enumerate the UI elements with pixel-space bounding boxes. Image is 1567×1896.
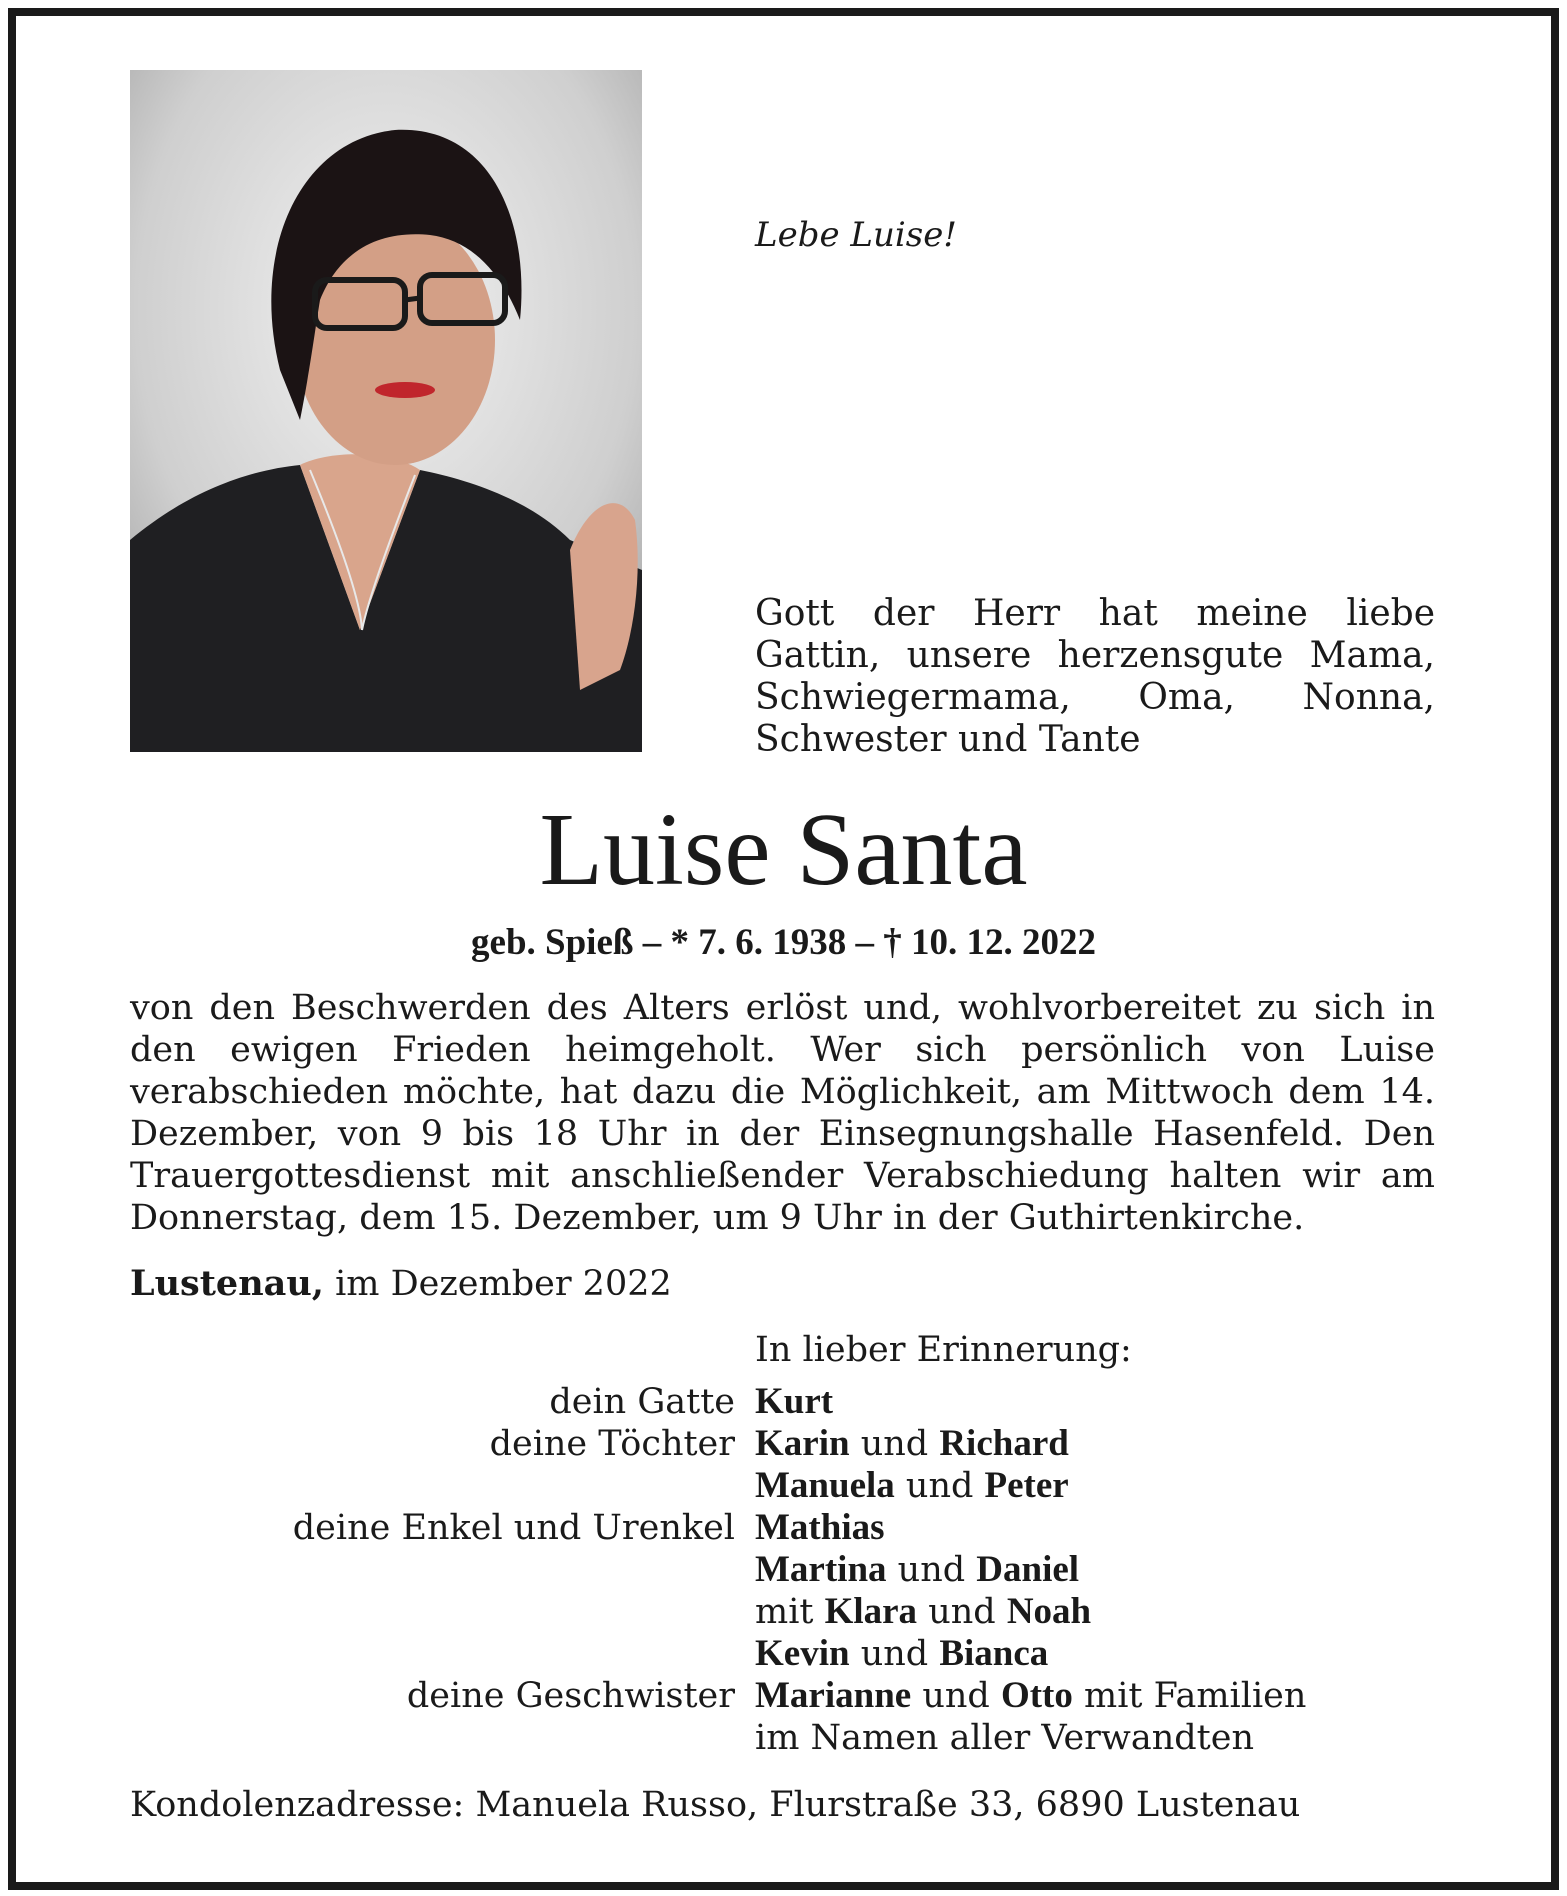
- family-relation: [130, 1633, 755, 1675]
- family-member-name: Manuela: [755, 1465, 895, 1506]
- family-names: [755, 1423, 1435, 1465]
- family-connector: und: [917, 1592, 1007, 1632]
- family-relation: deine Enkel und Urenkel: [292, 1508, 735, 1548]
- deceased-name: Luise Santa: [539, 792, 1028, 907]
- family-row: [130, 1591, 1435, 1633]
- family-member-name: Otto: [1000, 1675, 1073, 1716]
- family-relation: dein Gatte: [549, 1382, 735, 1422]
- family-row: [130, 1465, 1435, 1507]
- family-row: [130, 1549, 1435, 1591]
- family-row: [130, 1423, 1435, 1465]
- family-relation: deine Geschwister: [406, 1676, 735, 1716]
- family-connector: im Namen aller Verwandten: [755, 1718, 1254, 1758]
- family-names: [755, 1633, 1435, 1675]
- family-names: [755, 1675, 1435, 1717]
- memory-heading: In lieber Erinnerung:: [755, 1330, 1132, 1370]
- family-relation: [130, 1465, 755, 1507]
- family-connector: und: [849, 1424, 940, 1464]
- family-connector: und: [911, 1676, 1001, 1716]
- announcement-text: von den Beschwerden des Alters erlöst und, wohlvorbereitet zu sich in den ewigen Frieden heimgeholt. Wer sich persönlich von Luise verabschieden möchte, hat dazu die Möglichkeit, am Mittwoch dem 14. Dezember, von 9 bis 18 Uhr in der Einsegnungshalle Hasenfeld. Den Trauergottesdienst mit anschließender Verabschiedung halten wir am Donnerstag, dem 15. Dezember, um 9 Uhr in der Guthirtenkirche.: [130, 988, 1435, 1238]
- family-member-name: Kurt: [755, 1381, 834, 1422]
- birth-death-dates: geb. Spieß – * 7. 6. 1938 – † 10. 12. 2022: [471, 922, 1096, 963]
- intro-text: Gott der Herr hat meine liebe Gattin, unsere herzensgute Mama, Schwiegermama, Oma, Nonna, Schwester und Tante: [755, 593, 1435, 760]
- family-member-name: Peter: [984, 1465, 1069, 1506]
- portrait-photo: [130, 70, 642, 752]
- motto: Lebe Luise!: [755, 215, 957, 255]
- family-names: [755, 1507, 1435, 1549]
- family-relation: [130, 1717, 755, 1759]
- place-date: [130, 1263, 672, 1304]
- family-names: [755, 1717, 1435, 1759]
- family-member-name: Karin: [755, 1423, 850, 1464]
- family-connector: und: [894, 1466, 985, 1506]
- portrait-illustration: [130, 70, 642, 752]
- family-row: [130, 1717, 1435, 1759]
- family-member-name: Kevin: [755, 1633, 850, 1674]
- family-relation: deine Töchter: [489, 1424, 735, 1464]
- family-member-name: Marianne: [755, 1675, 912, 1716]
- family-names: [755, 1591, 1435, 1633]
- family-member-name: Klara: [824, 1591, 918, 1632]
- family-connector: und: [886, 1550, 977, 1590]
- family-member-name: Mathias: [755, 1507, 885, 1548]
- place-city: Lustenau,: [130, 1263, 324, 1304]
- family-relation: [130, 1591, 755, 1633]
- family-member-name: Martina: [755, 1549, 887, 1590]
- condolence-address: Kondolenzadresse: Manuela Russo, Flurstraße 33, 6890 Lustenau: [130, 1785, 1301, 1825]
- family-list: [130, 1381, 1435, 1759]
- place-date-text: im Dezember 2022: [323, 1264, 672, 1304]
- family-row: [130, 1507, 1435, 1549]
- family-row: [130, 1381, 1435, 1423]
- family-member-name: Richard: [939, 1423, 1069, 1464]
- family-connector: mit: [755, 1592, 825, 1632]
- family-names: [755, 1381, 1435, 1423]
- family-member-name: Noah: [1006, 1591, 1092, 1632]
- family-member-name: Daniel: [976, 1549, 1080, 1590]
- family-names: [755, 1465, 1435, 1507]
- family-row: [130, 1675, 1435, 1717]
- family-member-name: Bianca: [939, 1633, 1049, 1674]
- family-connector: und: [849, 1634, 940, 1674]
- family-relation: [130, 1549, 755, 1591]
- family-row: [130, 1633, 1435, 1675]
- family-names: [755, 1549, 1435, 1591]
- family-connector: mit Familien: [1072, 1676, 1307, 1716]
